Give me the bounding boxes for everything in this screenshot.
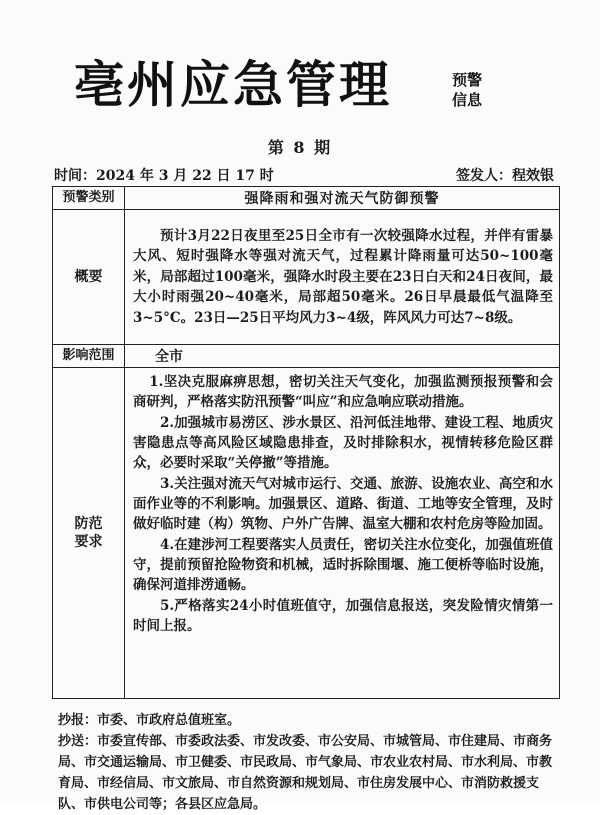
requirement-item: 2.加强城市易涝区、涉水景区、沿河低洼地带、建设工程、地质灾害隐患点等高风险区域隐患排查，及时排除积水，视情转移危险区群众，必要时采取“关停撤”等措施。 — [133, 415, 553, 471]
tag-line-1: 预警 — [452, 71, 483, 89]
category-label: 预警类别 — [53, 187, 125, 210]
issue-time: 时间：2024 年 3 月 22 日 17 时 — [54, 168, 274, 184]
row-requirements — [53, 368, 560, 699]
signer: 签发人：程效银 — [456, 168, 554, 184]
distribution-footer — [58, 710, 558, 815]
warning-table — [52, 186, 560, 699]
row-category — [53, 187, 560, 210]
overview-text — [125, 210, 560, 345]
requirement-item: 5.严格落实24小时值班值守，加强信息报送，突发险情灾情第一时间上报。 — [133, 598, 553, 634]
masthead-tag — [452, 70, 492, 110]
copy-to-line: 抄送：市委宣传部、市委政法委、市发改委、市公安局、市城管局、市住建局、市商务局、市交通运输局、市卫健委、市民政局、市气象局、市农业农村局、市水利局、市教育局、市经信局、市文旅局、市自然资源和规划局、市住房发展中心、市消防救援支队、市供电公司等；各县区应急局。 — [58, 734, 553, 812]
requirement-item: 3.关注强对流天气对城市运行、交通、旅游、设施农业、高空和水面作业等的不利影响。加强景区、道路、街道、工地等安全管理，及时做好临时建（构）筑物、户外广告牌、温室大棚和农村危房等险加固。 — [133, 476, 553, 532]
category-value: 强降雨和强对流天气防御预警 — [125, 187, 560, 210]
tag-line-2: 信息 — [452, 91, 483, 109]
requirement-item: 1.坚决克服麻痹思想，密切关注天气变化，加强监测预报预警和会商研判，严格落实防汛预警“叫应”和应急响应联动措施。 — [133, 374, 553, 410]
requirements-label-line-2: 要求 — [74, 534, 103, 550]
requirements-list — [125, 368, 560, 699]
row-scope — [53, 345, 560, 368]
scope-value: 全市 — [125, 345, 560, 368]
scope-label: 影响范围 — [53, 345, 125, 368]
requirement-item: 4.在建涉河工程要落实人员责任，密切关注水位变化，加强值班值守，提前预留抢险物资和机械，适时拆除围堰、施工便桥等临时设施，确保河道排涝通畅。 — [133, 537, 553, 593]
masthead-title: 亳州应急管理 — [74, 55, 392, 114]
meta-row — [54, 165, 554, 185]
report-to-line: 抄报：市委、市政府总值班室。 — [58, 713, 241, 728]
overview-label: 概要 — [53, 210, 125, 345]
row-overview — [53, 210, 560, 345]
requirements-label-line-1: 防范 — [74, 516, 103, 532]
requirements-label — [53, 368, 125, 699]
overview-paragraph: 预计3月22日夜里至25日全市有一次较强降水过程，并伴有雷暴大风、短时强降水等强对流天气，过程累计降雨量可达50~100毫米，局部超过100毫米，强降水时段主要在23日白天和24日夜间，最大小时雨强20~40毫米，局部超50毫米。26日早晨最低气温降至3~5°C。23日—25日平均风力3~4级，阵风风力可达7~8级。 — [133, 227, 553, 326]
issue-number: 第 8 期 — [267, 138, 333, 157]
